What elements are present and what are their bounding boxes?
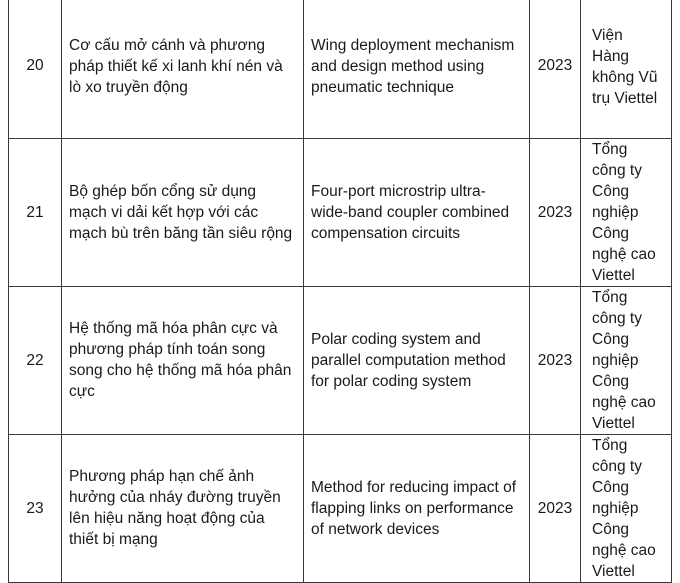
- title-vietnamese-text: Hệ thống mã hóa phân cực và phương pháp tính toán song song cho hệ thống mã hóa phân cực: [69, 320, 292, 400]
- title-english-text: Four-port microstrip ultra-wide-band coupler combined compensation circuits: [311, 182, 510, 242]
- row-number: 20: [9, 0, 62, 138]
- row-number: 22: [9, 286, 62, 434]
- owner: [581, 286, 672, 434]
- title-vietnamese-text: Cơ cấu mở cánh và phương pháp thiết kế xi lanh khí nén và lò xo truyền động: [69, 37, 283, 97]
- owner: [581, 0, 672, 138]
- title-vietnamese: [62, 0, 304, 138]
- title-english: [304, 138, 530, 286]
- table-row: [9, 434, 672, 582]
- owner-text: Tổng công ty Công nghiệp Công nghệ cao Viettel: [592, 140, 656, 284]
- table-row: [9, 286, 672, 434]
- title-vietnamese: [62, 286, 304, 434]
- patent-table: [8, 0, 672, 583]
- title-english: [304, 286, 530, 434]
- title-vietnamese: [62, 434, 304, 582]
- year: 2023: [530, 0, 581, 138]
- year: 2023: [530, 138, 581, 286]
- owner: [581, 138, 672, 286]
- title-vietnamese-text: Phương pháp hạn chế ảnh hưởng của nháy đường truyền lên hiệu năng hoạt động của thiết bị mạng: [69, 468, 281, 548]
- row-number: 23: [9, 434, 62, 582]
- title-english-text: Wing deployment mechanism and design method using pneumatic technique: [311, 37, 515, 97]
- owner: [581, 434, 672, 582]
- title-english-text: Polar coding system and parallel computation method for polar coding system: [311, 330, 506, 390]
- year: 2023: [530, 286, 581, 434]
- year: 2023: [530, 434, 581, 582]
- title-vietnamese: [62, 138, 304, 286]
- owner-text: Tổng công ty Công nghiệp Công nghệ cao Viettel: [592, 288, 656, 432]
- table-row: [9, 138, 672, 286]
- row-number: 21: [9, 138, 62, 286]
- title-vietnamese-text: Bộ ghép bốn cổng sử dụng mạch vi dải kết hợp với các mạch bù trên băng tần siêu rộng: [69, 182, 293, 242]
- title-english-text: Method for reducing impact of flapping links on performance of network devices: [311, 478, 517, 538]
- owner-text: Viện Hàng không Vũ trụ Viettel: [592, 26, 658, 107]
- owner-text: Tổng công ty Công nghiệp Công nghệ cao Viettel: [592, 436, 656, 580]
- table-row: [9, 0, 672, 138]
- title-english: [304, 0, 530, 138]
- title-english: [304, 434, 530, 582]
